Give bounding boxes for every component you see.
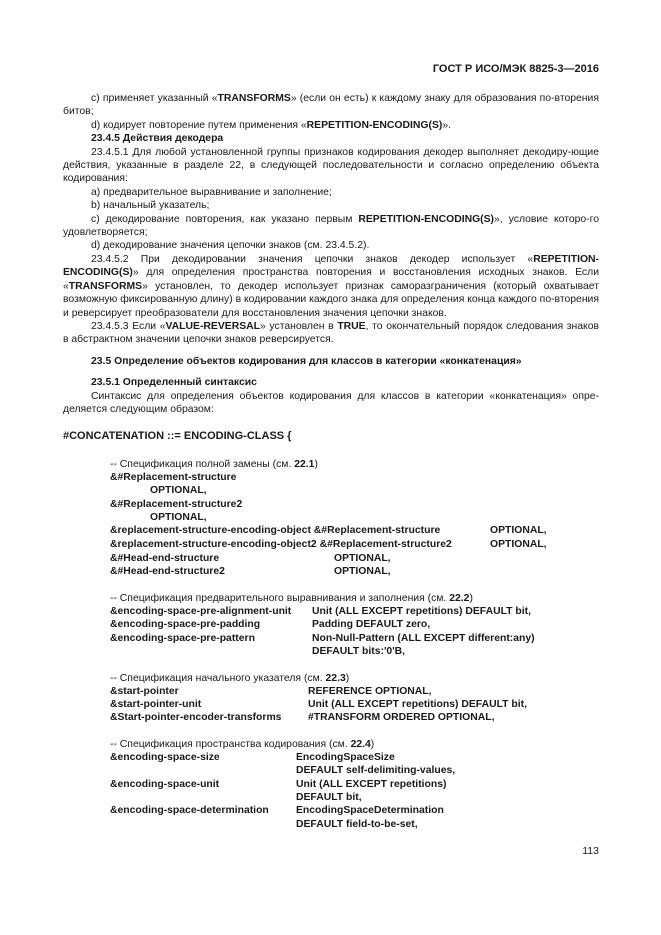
paragraph-23-4-5-3: 23.4.5.3 Если «VALUE-REVERSAL» установлен в TRUE, то окончательный порядок следования знаков в абстрактном значении цепочки знаков реверсируется. <box>63 320 599 346</box>
syntax-field-name: &#Replacement-structure2 <box>110 499 243 510</box>
syntax-field-name: &encoding-space-pre-padding <box>110 619 261 630</box>
syntax-field-type: OPTIONAL, <box>334 553 391 564</box>
comment-text: ) <box>314 459 318 470</box>
syntax-field-name: &#Head-end-structure2 <box>110 566 225 577</box>
syntax-field-type: Padding DEFAULT zero, <box>312 619 431 630</box>
paragraph-23-4-5-2: 23.4.5.2 При декодировании значения цепочки знаков декодер использует «REPETITION-ENCODING(S)» для определения пространства повторения и восстановления исходных знаков. Если «TRANSFORMS» установлен, то декодер использует признак саморазграничения (который охватывает возможную фиксированную длину) в кодировании каждого знака для определения конца каждого по-вторения и реверсирует преобразователи для восстановления значения цепочки знаков. <box>63 253 599 319</box>
body-text <box>63 92 599 416</box>
comment-text: -- Спецификация пространства кодирования (см. <box>110 739 351 750</box>
syntax-comment <box>110 458 318 471</box>
list-item-b: b) начальный указатель; <box>91 200 210 212</box>
syntax-comment <box>110 672 349 685</box>
syntax-field-type: Unit (ALL EXCEPT repetitions) <box>296 779 447 790</box>
paragraph-d: d) кодирует повторение путем применения «REPETITION-ENCODING(S)». <box>91 119 452 131</box>
syntax-field-type: Unit (ALL EXCEPT repetitions) DEFAULT bit, <box>312 606 531 617</box>
paragraph-23-4-5-1: 23.4.5.1 Для любой установленной группы признаков кодирования декодер выполняет декодиру-ющие действия, указанные в разделе 22, в следующей последовательности и согласно определению объекта кодирования: <box>63 146 599 185</box>
syntax-field-type: EncodingSpaceSize <box>296 752 395 763</box>
syntax-field-type: Non-Null-Pattern (ALL EXCEPT different:any) <box>312 633 535 644</box>
syntax-field-name: &replacement-structure-encoding-object2 &#Replacement-structure2 <box>110 539 452 550</box>
comment-text: -- Спецификация полной замены (см. <box>110 459 295 470</box>
paragraph-syntax-intro: Синтаксис для определения объектов кодирования для классов в категории «конкатенация» опре-деляется следующим образом: <box>63 390 599 415</box>
list-item-d: d) декодирование значения цепочки знаков (см. 23.4.5.2). <box>91 240 370 252</box>
paragraph-c: c) применяет указанный «TRANSFORMS» (если он есть) к каждому знаку для образования по-вторения битов; <box>63 93 599 118</box>
syntax-field-type: DEFAULT field-to-be-set, <box>296 819 418 830</box>
syntax-optional-flag: OPTIONAL, <box>490 539 547 550</box>
comment-text: ) <box>469 593 473 604</box>
syntax-field-type: OPTIONAL, <box>334 566 391 577</box>
section-heading-23-5-1: 23.5.1 Определенный синтаксис <box>91 377 257 389</box>
syntax-field-name: &encoding-space-determination <box>110 805 269 816</box>
syntax-field-name: &Start-pointer-encoder-transforms <box>110 712 282 723</box>
comment-text: ) <box>370 739 375 750</box>
syntax-field-name: &start-pointer-unit <box>110 699 202 710</box>
syntax-field-type: OPTIONAL, <box>150 485 207 496</box>
clause-reference: 22.4 <box>350 739 371 750</box>
syntax-field-type: DEFAULT bits:'0'B, <box>312 646 406 657</box>
syntax-field-name: &encoding-space-unit <box>110 779 220 790</box>
syntax-optional-flag: OPTIONAL, <box>490 525 547 536</box>
comment-text: -- Спецификация начального указателя (см. <box>110 673 326 684</box>
clause-reference: 22.3 <box>325 673 346 684</box>
syntax-field-type: OPTIONAL, <box>150 512 207 523</box>
syntax-field-type: DEFAULT self-delimiting-values, <box>296 765 456 776</box>
comment-text: ) <box>345 673 350 684</box>
list-item-a: a) предварительное выравнивание и заполнение; <box>91 186 332 198</box>
section-heading-23-4-5: 23.4.5 Действия декодера <box>91 133 224 145</box>
syntax-field-name: &start-pointer <box>110 686 179 697</box>
comment-text: -- Спецификация предварительного выравнивания и заполнения (см. <box>110 593 450 604</box>
syntax-field-type: #TRANSFORM ORDERED OPTIONAL, <box>308 712 495 723</box>
syntax-comment <box>110 592 473 605</box>
syntax-field-name: &encoding-space-pre-alignment-unit <box>110 606 292 617</box>
syntax-field-name: &#Replacement-structure <box>110 472 237 483</box>
syntax-field-type: EncodingSpaceDetermination <box>296 805 444 816</box>
document-id-header: ГОСТ Р ИСО/МЭК 8825-3—2016 <box>432 63 599 75</box>
syntax-field-name: &encoding-space-size <box>110 752 220 763</box>
syntax-field-type: DEFAULT bit, <box>296 792 362 803</box>
list-item-c: c) декодирование повторения, как указано первым REPETITION-ENCODING(S)», условие которо-го удовлетворяется; <box>63 213 599 239</box>
section-heading-23-5: 23.5 Определение объектов кодирования для классов в категории «конкатенация» <box>91 355 522 367</box>
syntax-field-name: &encoding-space-pre-pattern <box>110 633 255 644</box>
syntax-title: #CONCATENATION ::= ENCODING-CLASS { <box>63 430 292 442</box>
syntax-field-name: &replacement-structure-encoding-object &#Replacement-structure <box>110 525 441 536</box>
clause-reference: 22.1 <box>294 459 315 470</box>
page-number: 113 <box>582 845 599 857</box>
syntax-field-type: Unit (ALL EXCEPT repetitions) DEFAULT bit, <box>308 699 527 710</box>
clause-reference: 22.2 <box>449 593 470 604</box>
syntax-comment <box>110 738 374 751</box>
syntax-field-type: REFERENCE OPTIONAL, <box>308 686 432 697</box>
syntax-field-name: &#Head-end-structure <box>110 553 220 564</box>
